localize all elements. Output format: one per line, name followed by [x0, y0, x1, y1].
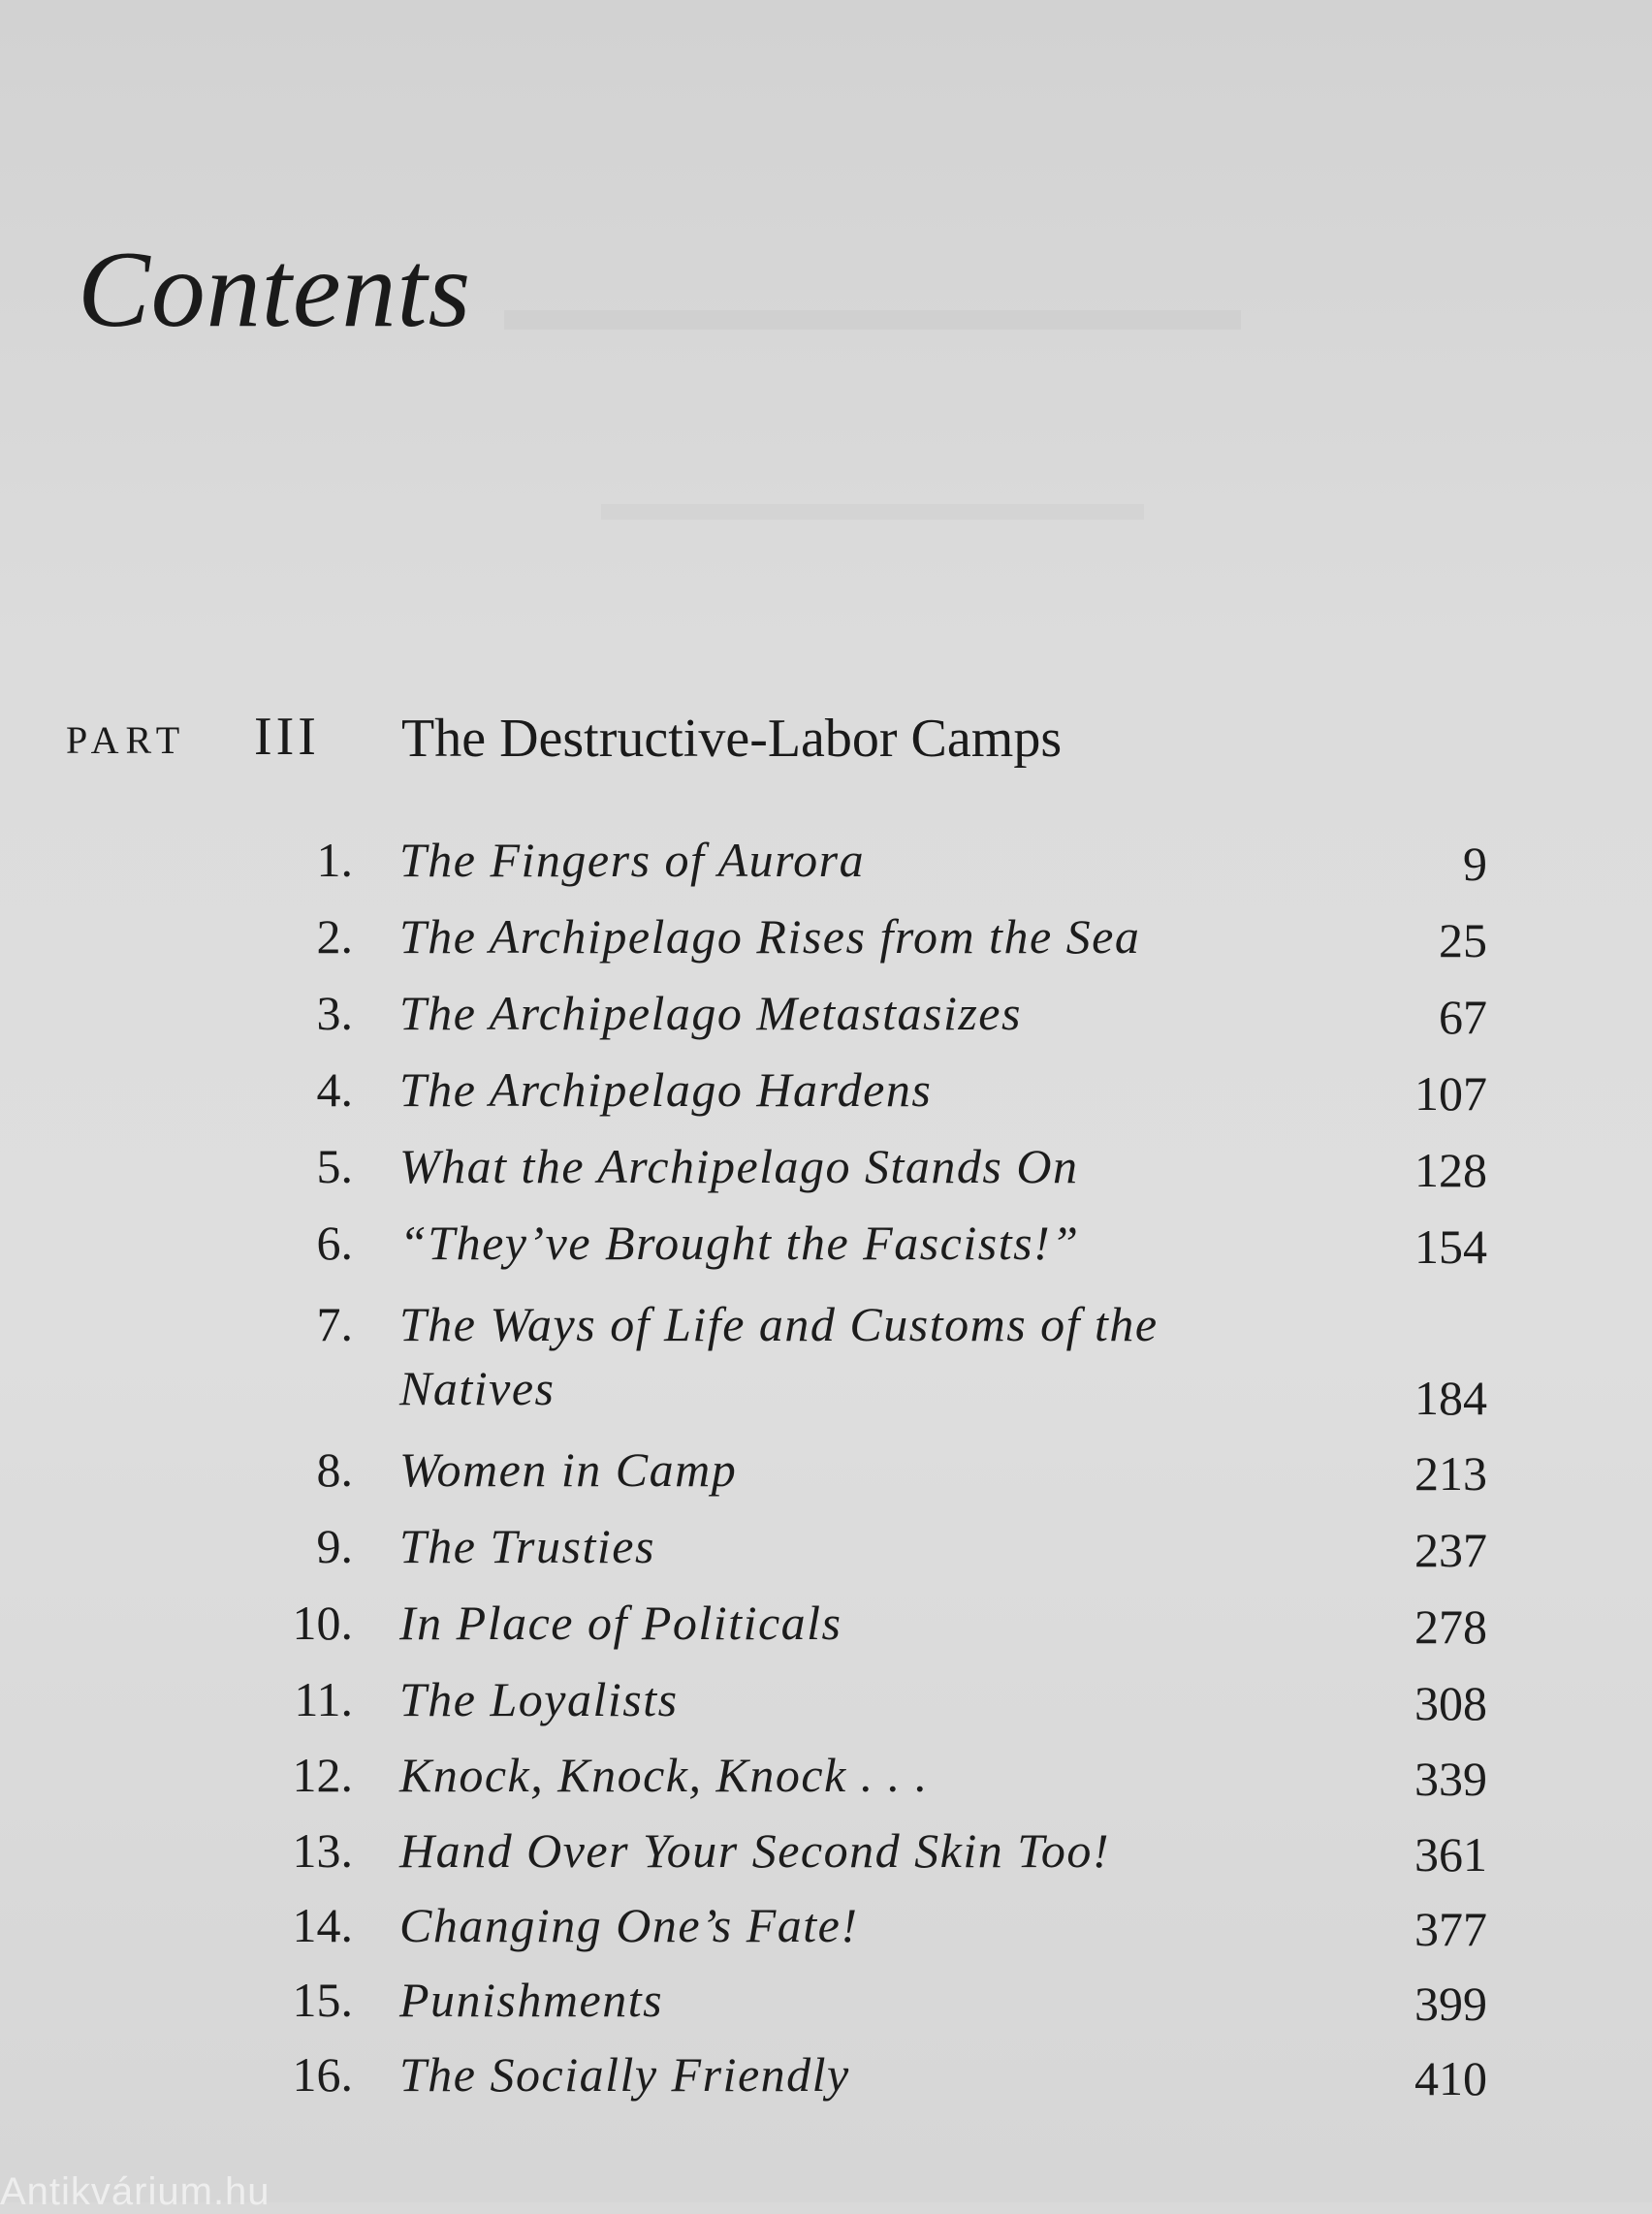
- chapter-entry[interactable]: [0, 1671, 1652, 1747]
- chapter-entry[interactable]: [0, 1972, 1652, 2047]
- chapter-number: 8.: [316, 1442, 353, 1497]
- chapter-number: 14.: [292, 1898, 353, 1952]
- chapter-page: 67: [1439, 990, 1487, 1044]
- chapter-title: The Trusties: [399, 1519, 655, 1573]
- chapter-entry[interactable]: [0, 2046, 1652, 2122]
- chapter-number: 15.: [292, 1973, 353, 2027]
- part-number: III: [254, 707, 320, 767]
- part-label: PART: [66, 718, 187, 762]
- chapter-page: 308: [1414, 1676, 1487, 1730]
- chapter-title: The Socially Friendly: [399, 2047, 850, 2102]
- chapter-entry[interactable]: [0, 1441, 1652, 1517]
- chapter-number: 5.: [316, 1139, 353, 1193]
- chapter-number: 10.: [292, 1596, 353, 1650]
- part-title: The Destructive-Labor Camps: [401, 709, 1063, 769]
- chapter-title: Hand Over Your Second Skin Too!: [399, 1823, 1111, 1878]
- chapter-title: The Ways of Life and Customs of the Natives: [399, 1297, 1159, 1415]
- chapter-entry[interactable]: [0, 832, 1652, 907]
- page-title: Contents: [78, 230, 472, 351]
- chapter-entry[interactable]: [0, 1215, 1652, 1290]
- chapter-entry[interactable]: [0, 1897, 1652, 1973]
- chapter-entry[interactable]: [0, 1061, 1652, 1137]
- chapter-title: The Loyalists: [399, 1672, 679, 1726]
- chapter-page: 278: [1414, 1599, 1487, 1654]
- chapter-number: 2.: [316, 909, 353, 964]
- chapter-page: 361: [1414, 1827, 1487, 1882]
- chapter-number: 1.: [316, 833, 353, 887]
- chapter-entry[interactable]: [0, 1747, 1652, 1822]
- watermark: Antikvárium.hu: [0, 2170, 270, 2213]
- chapter-entry[interactable]: [0, 1296, 1652, 1441]
- chapter-number: 6.: [316, 1216, 353, 1270]
- chapter-number: 9.: [316, 1519, 353, 1573]
- chapter-page: 213: [1414, 1446, 1487, 1501]
- chapter-title: Knock, Knock, Knock . . .: [399, 1748, 929, 1802]
- chapter-title: Women in Camp: [399, 1442, 738, 1497]
- chapter-entry[interactable]: [0, 1518, 1652, 1594]
- chapter-entry[interactable]: [0, 1595, 1652, 1670]
- chapter-title: In Place of Politicals: [399, 1596, 842, 1650]
- bleed-through-shadow: [601, 504, 1144, 520]
- chapter-entry[interactable]: [0, 1138, 1652, 1214]
- chapter-number: 7.: [316, 1297, 353, 1351]
- chapter-number: 11.: [294, 1672, 353, 1726]
- chapter-title: The Fingers of Aurora: [399, 833, 866, 887]
- chapter-entry[interactable]: [0, 1822, 1652, 1898]
- chapter-page: 154: [1414, 1219, 1487, 1274]
- chapter-page: 128: [1414, 1143, 1487, 1197]
- chapter-entry[interactable]: [0, 908, 1652, 984]
- chapter-number: 16.: [292, 2047, 353, 2102]
- chapter-number: 3.: [316, 986, 353, 1040]
- chapter-title: “They’ve Brought the Fascists!”: [399, 1216, 1080, 1270]
- chapter-page: 25: [1439, 913, 1487, 967]
- chapter-page: 107: [1414, 1066, 1487, 1121]
- chapter-page: 184: [1414, 1371, 1487, 1425]
- chapter-number: 12.: [292, 1748, 353, 1802]
- chapter-page: 410: [1414, 2051, 1487, 2105]
- chapter-title: The Archipelago Metastasizes: [399, 986, 1022, 1040]
- chapter-title: The Archipelago Rises from the Sea: [399, 909, 1141, 964]
- chapter-page: 9: [1463, 837, 1487, 891]
- chapter-number: 4.: [316, 1062, 353, 1117]
- chapter-page: 377: [1414, 1902, 1487, 1956]
- chapter-number: 13.: [292, 1823, 353, 1878]
- chapter-title: Punishments: [399, 1973, 664, 2027]
- chapter-page: 399: [1414, 1977, 1487, 2031]
- bleed-through-shadow: [504, 310, 1241, 330]
- chapter-entry[interactable]: [0, 985, 1652, 1060]
- chapter-page: 237: [1414, 1523, 1487, 1577]
- chapter-title: Changing One’s Fate!: [399, 1898, 859, 1952]
- chapter-title: What the Archipelago Stands On: [399, 1139, 1079, 1193]
- chapter-page: 339: [1414, 1752, 1487, 1806]
- chapter-title: The Archipelago Hardens: [399, 1062, 933, 1117]
